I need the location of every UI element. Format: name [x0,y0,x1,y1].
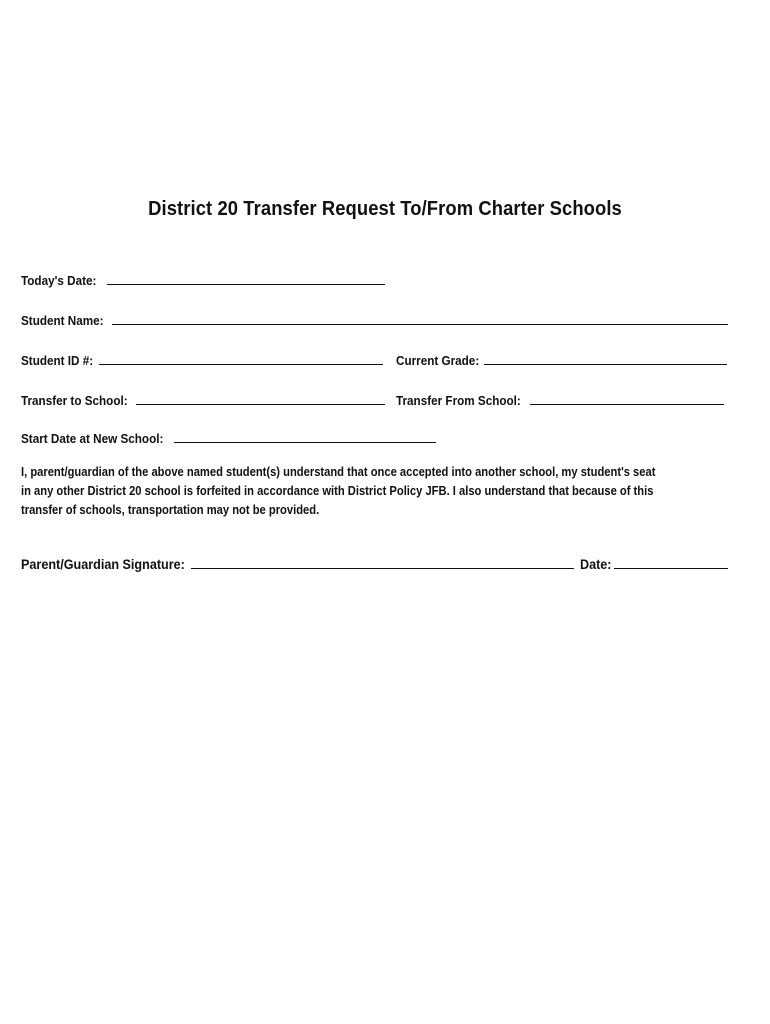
transfer-from-school-input-line[interactable] [530,404,724,405]
signature-label: Parent/Guardian Signature: [21,556,185,572]
current-grade-field [396,350,727,368]
signature-row [21,552,728,572]
todays-date-field [21,270,385,288]
transfer-to-school-label: Transfer to School: [21,393,128,408]
statement-line: in any other District 20 school is forfeited in accordance with District Policy JFB. I also understand that because of this [21,483,654,498]
student-name-label: Student Name: [21,313,104,328]
todays-date-label: Today's Date: [21,273,97,288]
start-date-field [21,428,436,446]
page-title: District 20 Transfer Request To/From Charter Schools [148,198,622,220]
statement-line: transfer of schools, transportation may not be provided. [21,502,320,517]
student-id-input-line[interactable] [99,364,383,365]
signature-input-line[interactable] [191,568,574,569]
current-grade-label: Current Grade: [396,353,480,368]
signature-date-label: Date: [580,556,612,572]
acknowledgement-statement [21,462,749,519]
transfer-from-school-field [396,390,724,408]
student-id-label: Student ID #: [21,353,94,368]
student-name-field [21,310,728,328]
student-name-input-line[interactable] [112,324,728,325]
start-date-input-line[interactable] [174,442,436,443]
current-grade-input-line[interactable] [484,364,727,365]
transfer-from-school-label: Transfer From School: [396,393,521,408]
transfer-to-school-input-line[interactable] [136,404,385,405]
statement-line: I, parent/guardian of the above named student(s) understand that once accepted into another school, my student's seat [21,464,656,479]
start-date-label: Start Date at New School: [21,431,164,446]
transfer-to-school-field [21,390,385,408]
todays-date-input-line[interactable] [107,284,385,285]
student-id-field [21,350,383,368]
signature-date-input-line[interactable] [614,568,728,569]
